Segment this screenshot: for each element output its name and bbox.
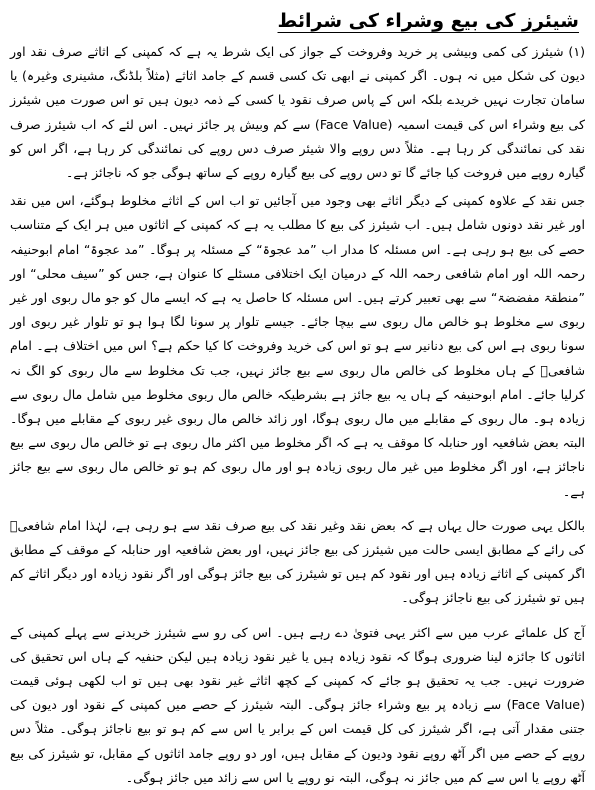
paragraph-1: (۱) شیئرز کی کمی وبیشی پر خرید وفروخت کے جواز کی ایک شرط یہ ہے کہ کمپنی کے اثاثے صرف نقد اور دیون کی شکل میں نہ ہوں۔ اگر کمپنی نے ابھی تک کسی قسم کے جامد اثاثے (مثلاً بلڈنگ، مشینری وغیرہ) یا سامان تجارت نہیں خریدے بلکہ اس کے پاس صرف نقود یا کسی کے ذمہ دیون ہیں تو اس صورت میں شیئرز کی بیع وشراء اس کی قیمت اسمیہ (Face Value) سے کم وبیش پر جائز نہیں۔ اس لئے کہ اب شیئرز صرف نقد کی نمائندگی کر رہا ہے۔ مثلاً دس روپے والا شیئر صرف دس روپے کی نمائندگی کر رہا ہے، اگر اس کو گیارہ روپے میں فروخت کیا جائے گا تو دس روپے کی بیع گیارہ روپے کے ساتھ ہوگی جو کہ ناجائز ہے۔ <box>10 44 585 181</box>
section-heading: شیئرز کی بیع وشراء کی شرائط <box>277 10 579 32</box>
paragraph-3: بالکل یہی صورت حال یہاں ہے کہ بعض نقد وغیر نقد کی بیع صرف نقد سے ہو رہی ہے، لہٰذا امام شافعیؒ کی رائے کے مطابق ایسی حالت میں شیئرز کی بیع جائز نہیں، اور بعض شافعیہ اور حنابلہ کے موقف کے مطابق اگر کمپنی کے اثاثے زیادہ ہیں اور نقود کم ہیں تو شیئرز کی بیع جائز ہوگی اور اگر نقود زیادہ اور دیگر اثاثے کم ہیں تو شیئرز کی بیع ناجائز ہوگی۔ <box>10 517 585 606</box>
document-page <box>10 6 585 785</box>
paragraph-4: آج کل علمائے عرب میں سے اکثر یہی فتویٰ دے رہے ہیں۔ اس کی رو سے شیئرز خریدنے سے پہلے کمپنی کے اثاثوں کا جائزہ لینا ضروری ہوگا کہ نقود زیادہ ہیں یا غیر نقود زیادہ ہیں لیکن حنفیہ کے ہاں اس تحقیق کی ضرورت نہیں۔ جب یہ تحقیق ہو جائے کہ کمپنی کے کچھ اثاثے غیر نقود بھی ہیں تو اب لکھی ہوئی قیمت (Face Value) سے زیادہ پر بیع وشراء جائز ہوگی۔ البتہ شیئرز کے حصے میں کمپنی کے نقود اور دیون کی جتنی مقدار آتی ہے، اگر شیئرز کی کل قیمت اس کے برابر یا اس سے کم ہو تو بیع ناجائز ہوگی۔ مثلاً دس روپے کے حصے میں اگر آٹھ روپے نقود ودیون کے مقابل ہیں، اور دو روپے جامد اثاثوں کے مقابل، تو شیئرز کی بیع آٹھ روپے یا اس سے کم میں جائز نہ ہوگی، البتہ نو روپے یا اس سے زائد میں جائز ہوگی۔ <box>10 624 585 785</box>
paragraph-2: جس نقد کے علاوہ کمپنی کے دیگر اثاثے بھی وجود میں آجائیں تو اب اس کے اثاثے مخلوط ہوگئے، اس میں نقد اور غیر نقد دونوں شامل ہیں۔ اب شیئرز کی بیع کا مطلب یہ ہے کہ کمپنی کے اثاثوں میں ہر ایک کے متناسب حصے کی بیع ہو رہی ہے۔ اس مسئلہ کا مدار اب ”مد عجوۃ“ کے مسئلہ پر ہوگا۔ ”مد عجوۃ“ امام ابوحنیفہ رحمہ اللہ اور امام شافعی رحمہ اللہ کے درمیان ایک اختلافی مسئلے کا عنوان ہے، جس کو ”سیف محلی“ اور ”منطقۃ مفضضۃ“ سے بھی تعبیر کرتے ہیں۔ اس مسئلہ کا حاصل یہ ہے کہ ایسے مال کو جو مال ربوی اور غیر ربوی سے مخلوط ہو خالص مال ربوی سے بیچا جائے۔ جیسے تلوار پر سونا لگا ہوا ہو تو تلوار غیر ربوی اور سونا ربوی ہے اس کی بیع دنانیر سے ہو تو اس کی خرید وفروخت کا کیا حکم ہے؟ اس میں اختلاف ہے۔ امام شافعیؒ کے ہاں مخلوط کی خالص مال ربوی سے بیع جائز نہیں، جب تک مخلوط سے مال ربوی کو الگ نہ کرلیا جائے۔ امام ابوحنیفہ کے ہاں یہ بیع جائز ہے بشرطیکہ خالص مال ربوی مخلوط میں شامل مال ربوی سے زیادہ ہو۔ مال ربوی کے مقابلے میں مال ربوی ہوگا، اور زائد خالص مال ربوی غیر ربوی کے مقابلے میں ہوگا۔ البتہ بعض شافعیہ اور حنابلہ کا موقف یہ ہے کہ اگر مخلوط میں اکثر مال ربوی ہے تو خالص مال ربوی سے بیع ناجائز ہے، اور اگر مخلوط میں غیر مال ربوی زیادہ ہو اور مال ربوی کم ہو تو خالص مال ربوی سے بیع جائز ہے۔ <box>10 193 585 499</box>
